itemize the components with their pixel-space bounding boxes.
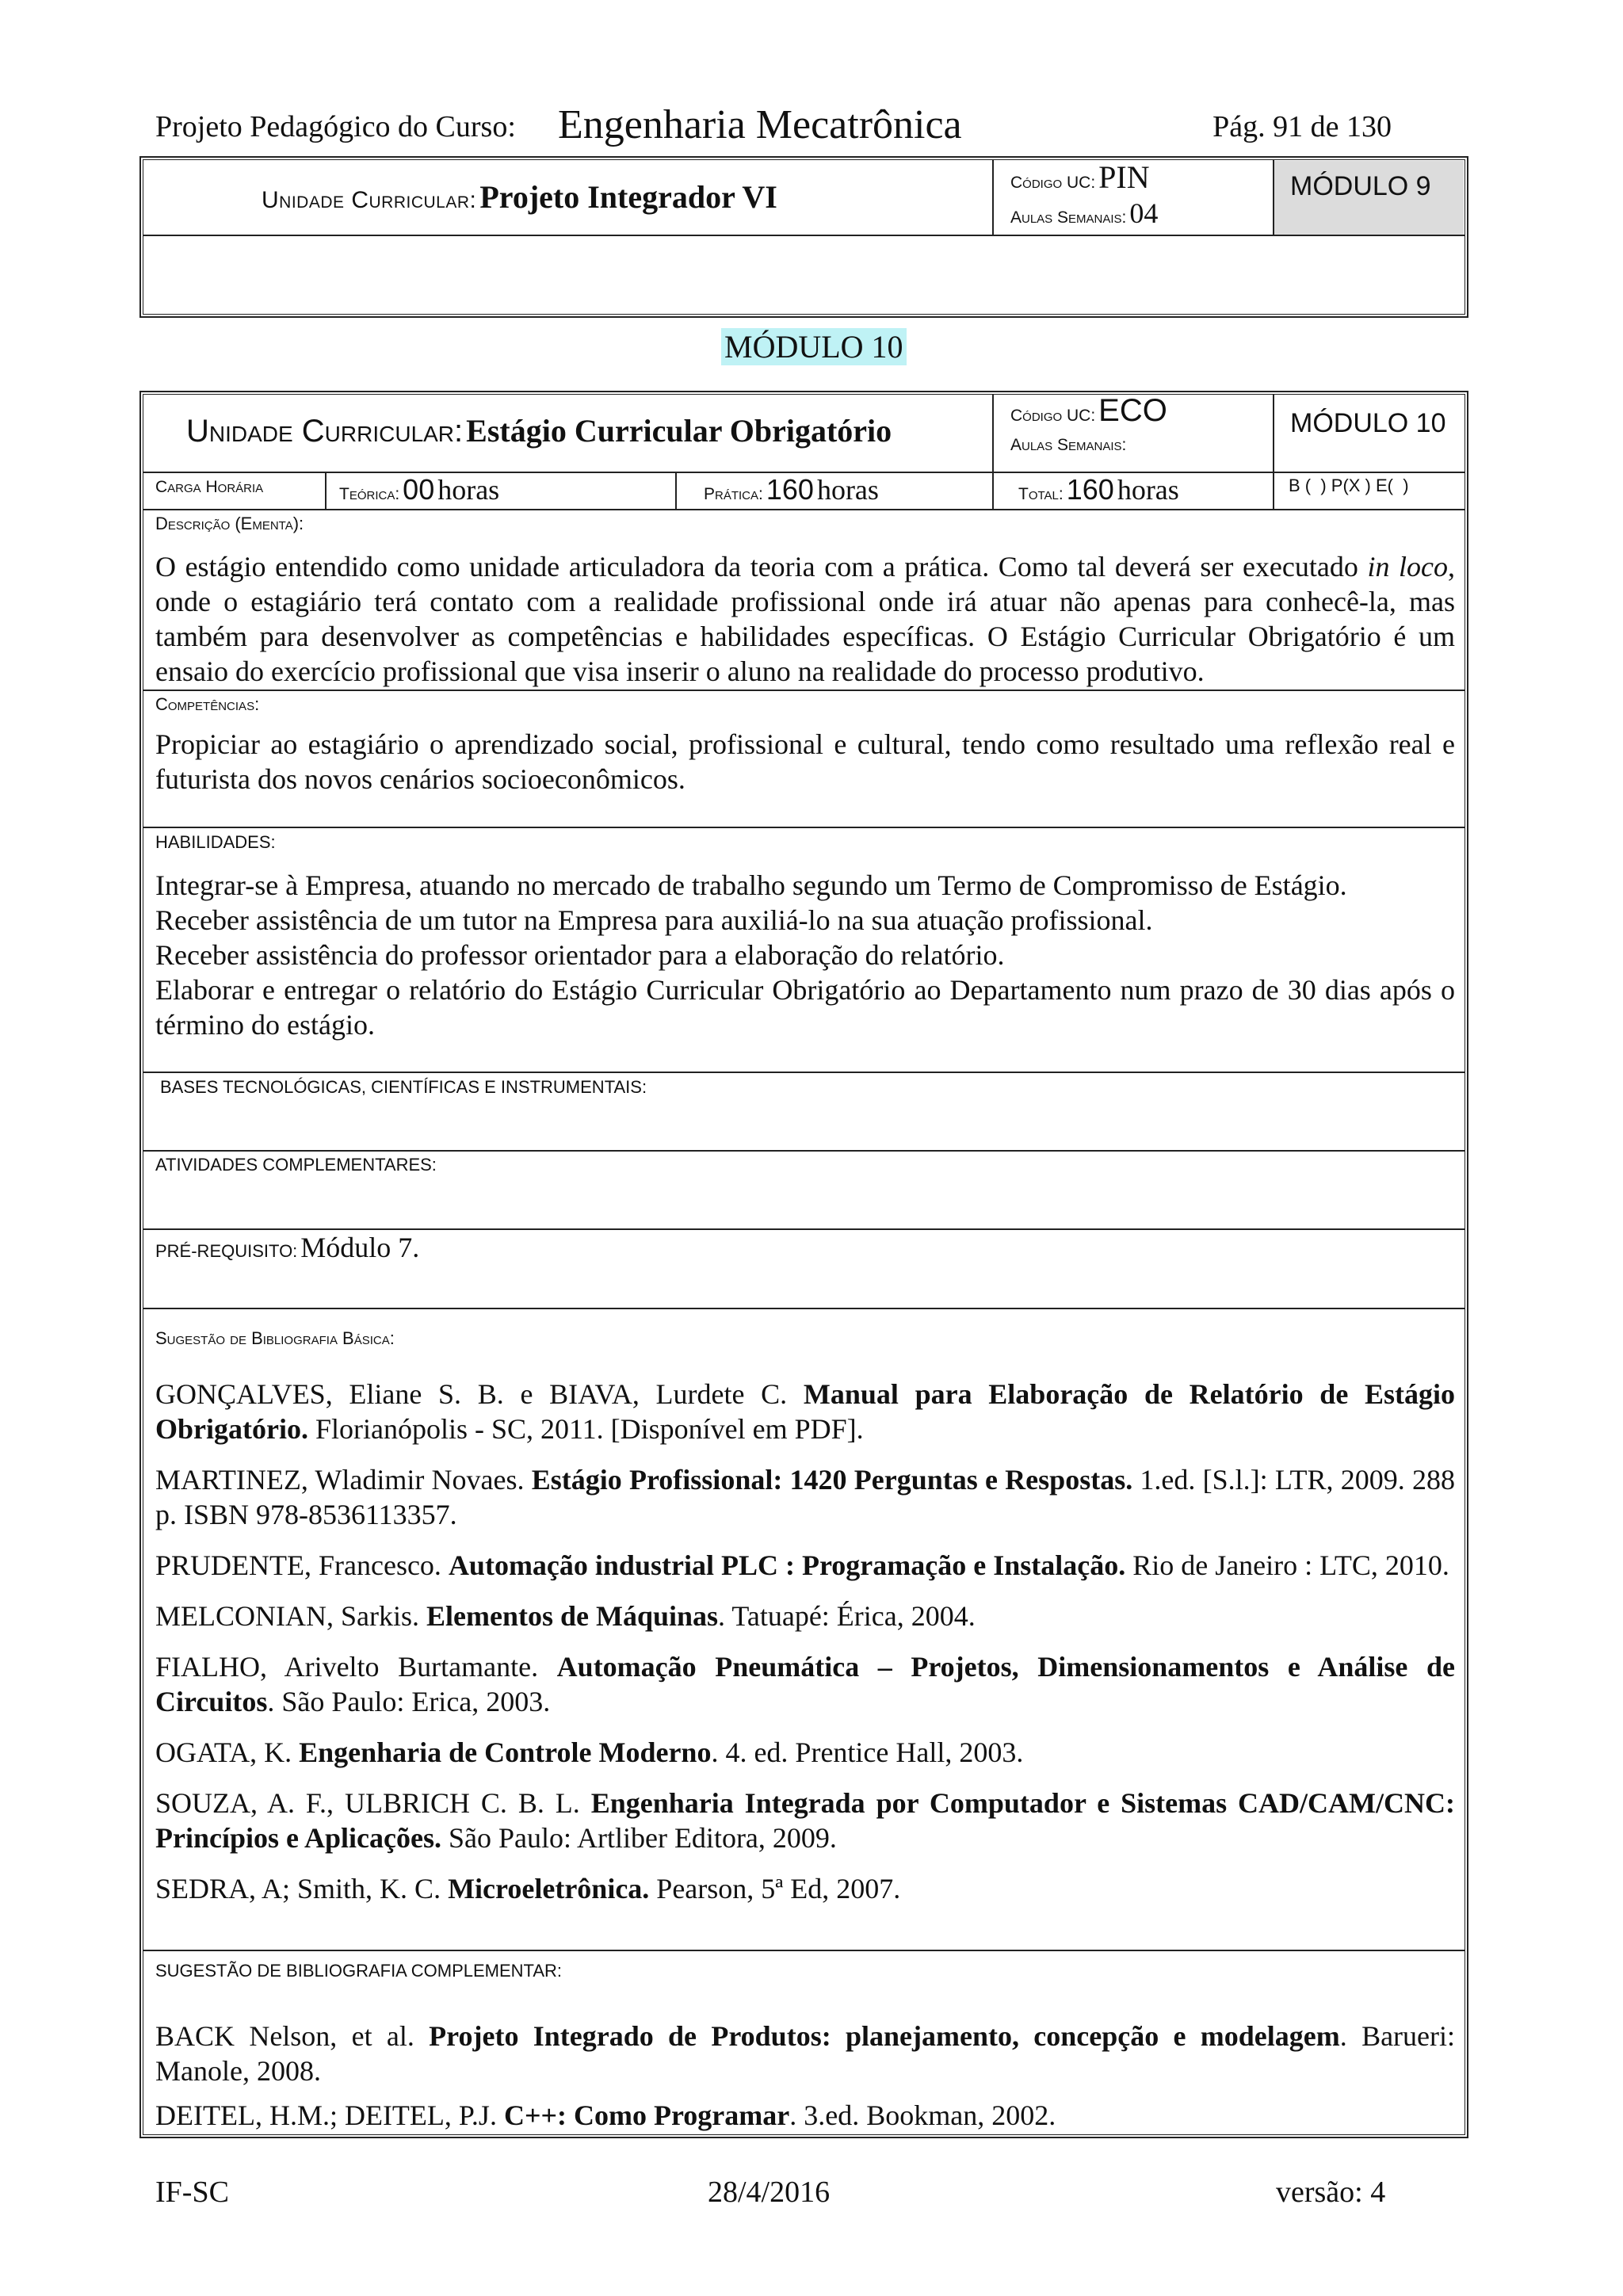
skill-item: Receber assistência de um tutor na Empresa para auxiliá-lo na sua atuação profissional.	[155, 904, 1153, 936]
biblio-entry: SEDRA, A; Smith, K. C. Microeletrônica. Pearson, 5ª Ed, 2007.	[155, 1873, 901, 1904]
biblio-basic-list	[155, 1377, 1455, 1922]
course-title: Engenharia Mecatrônica	[558, 102, 962, 147]
skills-list	[155, 868, 1455, 1042]
biblio-basic-label: Sugestão de Bibliografia Básica:	[155, 1328, 395, 1348]
skill-item: Integrar-se à Empresa, atuando no mercado de trabalho segundo um Termo de Compromisso de Estágio.	[155, 869, 1347, 901]
biblio-comp-label: SUGESTÃO DE BIBLIOGRAFIA COMPLEMENTAR:	[155, 1961, 563, 1981]
biblio-entry: GONÇALVES, Eliane S. B. e BIAVA, Lurdete C. Manual para Elaboração de Relatório de Estágio Obrigatório. Florianópolis - SC, 2011. [Disponível em PDF].	[155, 1378, 1456, 1445]
biblio-entry: FIALHO, Arivelto Burtamante. Automação Pneumática – Projetos, Dimensionamentos e Análise de Circuitos. São Paulo: Erica, 2003.	[155, 1651, 1455, 1717]
biblio-entry: MARTINEZ, Wladimir Novaes. Estágio Profissional: 1420 Perguntas e Respostas. 1.ed. [S.l.]: LTR, 2009. 288 p. ISBN 978-8536113357.	[155, 1464, 1455, 1530]
competences-text: Propiciar ao estagiário o aprendizado social, profissional e cultural, tendo como resultado uma reflexão real e futurista dos novos cenários socioeconômicos.	[155, 728, 1455, 795]
biblio-entry: PRUDENTE, Francesco. Automação industrial PLC : Programação e Instalação. Rio de Janeiro : LTC, 2010.	[155, 1549, 1449, 1581]
biblio-entry: DEITEL, H.M.; DEITEL, P.J. C++: Como Programar. 3.ed. Bookman, 2002.	[155, 2099, 1056, 2131]
uc9-weekly: Aulas Semanais: 04	[1010, 197, 1159, 229]
uc10-title	[186, 412, 892, 449]
description-label: Descrição (Ementa):	[155, 514, 304, 533]
footer-date: 28/4/2016	[708, 2176, 831, 2209]
activities-label: ATIVIDADES COMPLEMENTARES:	[155, 1155, 437, 1175]
competences-label: Competências:	[155, 694, 260, 714]
uc9-module: MÓDULO 9	[1290, 171, 1431, 201]
uc10-code: Código UC: ECO	[1010, 393, 1167, 428]
practice-hours: Prática: 160 horas	[704, 473, 879, 506]
page-header	[155, 101, 1392, 149]
module-heading: MÓDULO 10	[721, 328, 907, 365]
bases-label: BASES TECNOLÓGICAS, CIENTÍFICAS E INSTRUMENTAIS:	[160, 1077, 647, 1097]
biblio-entry: SOUZA, A. F., ULBRICH C. B. L. Engenharia Integrada por Computador e Sistemas CAD/CAM/CNC: Princípios e Aplicações. São Paulo: Artliber Editora, 2009.	[155, 1787, 1455, 1854]
workload-label: Carga Horária	[155, 478, 264, 496]
skills-label: HABILIDADES:	[155, 832, 276, 852]
skill-item: Receber assistência do professor orientador para a elaboração do relatório.	[155, 939, 1005, 971]
header-prefix: Projeto Pedagógico do Curso:	[155, 110, 516, 143]
biblio-comp-list	[155, 2019, 1455, 2133]
theory-hours: Teórica: 00 horas	[339, 473, 500, 506]
uc9-title	[262, 178, 777, 216]
uc10-label: Unidade Curricular:	[186, 414, 464, 449]
uc9-name: Projeto Integrador VI	[479, 179, 777, 215]
footer-institution: IF-SC	[155, 2176, 229, 2209]
uc10-name: Estágio Curricular Obrigatório	[466, 413, 892, 449]
uc9-code: Código UC: PIN	[1010, 159, 1150, 195]
description-text: O estágio entendido como unidade articuladora da teoria com a prática. Como tal deverá ser executado in loco, onde o estagiário terá contato com a realidade profissional onde irá atuar não apenas para conhecê-la, mas também para desenvolver as competências e habilidades específicas. O Estágio Curricular Obrigatório é um ensaio do exercício profissional que visa inserir o aluno na realidade do processo produtivo.	[155, 551, 1455, 687]
unit-type: B ( ) P(X ) E( )	[1289, 476, 1409, 495]
biblio-entry: MELCONIAN, Sarkis. Elementos de Máquinas. Tatuapé: Érica, 2004.	[155, 1600, 976, 1632]
uc10-module: MÓDULO 10	[1290, 408, 1446, 438]
uc10-weekly-label: Aulas Semanais:	[1010, 436, 1127, 454]
prerequisite: PRÉ-REQUISITO: Módulo 7.	[155, 1232, 420, 1263]
skill-item: Elaborar e entregar o relatório do Estágio Curricular Obrigatório ao Departamento num prazo de 30 dias após o término do estágio.	[155, 974, 1455, 1041]
uc9-label: Unidade Curricular:	[262, 187, 477, 213]
biblio-entry: OGATA, K. Engenharia de Controle Moderno. 4. ed. Prentice Hall, 2003.	[155, 1736, 1024, 1768]
total-hours: Total: 160 horas	[1018, 473, 1179, 506]
page-number: Pág. 91 de 130	[1212, 110, 1392, 143]
biblio-entry: BACK Nelson, et al. Projeto Integrado de Produtos: planejamento, concepção e modelagem. Barueri: Manole, 2008.	[155, 2020, 1456, 2087]
footer-version: versão: 4	[1276, 2176, 1386, 2209]
